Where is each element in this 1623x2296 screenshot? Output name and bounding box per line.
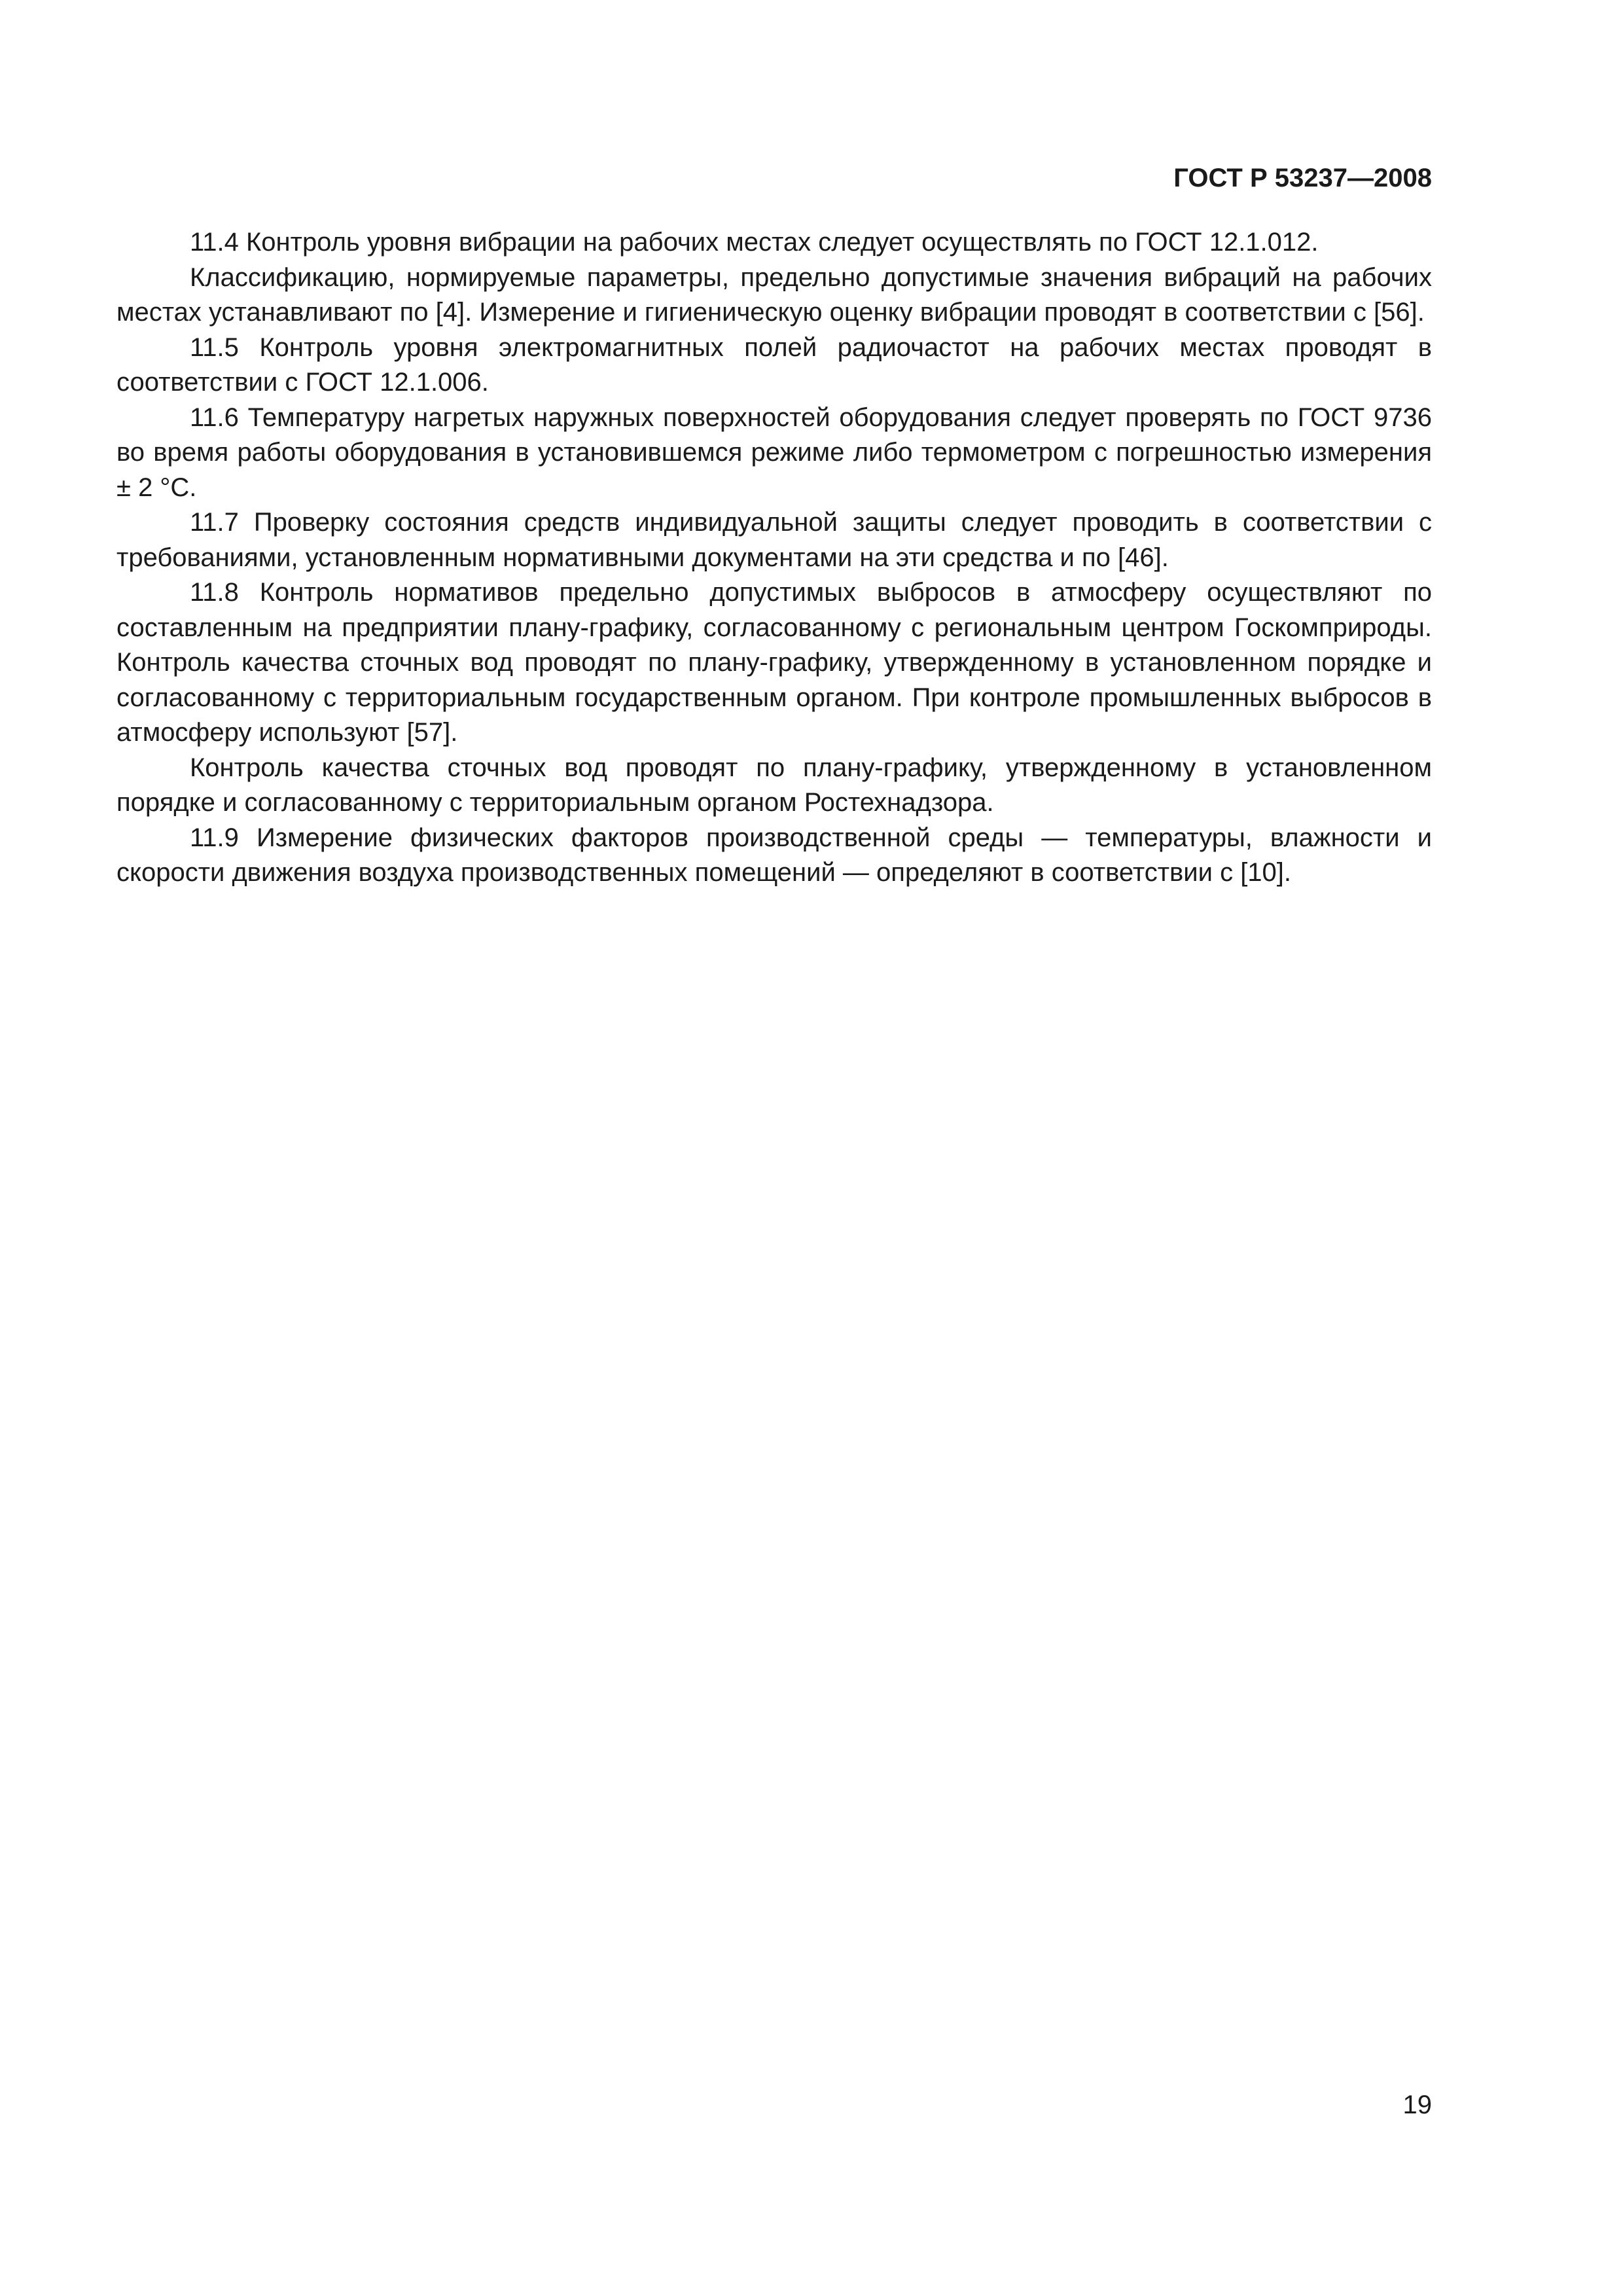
- document-body: [116, 225, 1432, 891]
- paragraph-11-7: 11.7 Проверку состояния средств индивидуальной защиты следует проводить в соответствии с требованиями, установленным нормативными документами на эти средства и по [46].: [116, 508, 1432, 572]
- paragraph-11-5: 11.5 Контроль уровня электромагнитных полей радиочастот на рабочих местах проводят в соответствии с ГОСТ 12.1.006.: [116, 332, 1432, 397]
- document-header-id: ГОСТ Р 53237—2008: [1173, 164, 1432, 192]
- paragraph-wastewater-control: Контроль качества сточных вод проводят по плану-графику, утвержденному в установленном порядке и согласованному с территориальным органом Ростехнадзора.: [116, 753, 1432, 817]
- paragraph-11-9: 11.9 Измерение физических факторов производственной среды — температуры, влажности и скорости движения воздуха производственных помещений — определяют в соответствии с [10].: [116, 823, 1432, 887]
- paragraph-11-4: 11.4 Контроль уровня вибрации на рабочих местах следует осуществлять по ГОСТ 12.1.012.: [190, 228, 1319, 257]
- paragraph-vibration-classification: Классификацию, нормируемые параметры, предельно допустимые значения вибраций на рабочих местах устанавливают по [4]. Измерение и гигиеническую оценку вибрации проводят в соответствии с [56].: [116, 262, 1432, 327]
- paragraph-11-8: 11.8 Контроль нормативов предельно допустимых выбросов в атмосферу осуществляют по составленным на предприятии плану-графику, согласованному с региональным центром Госкомприроды. Контроль качества сточных вод проводят по плану-графику, утвержденному в установленном порядке и согласованному с территориальным государственным органом. При контроле промышленных выбросов в атмосферу используют [57].: [116, 578, 1432, 747]
- paragraph-11-6: 11.6 Температуру нагретых наружных поверхностей оборудования следует проверять по ГОСТ 9736 во время работы оборудования в установившемся режиме либо термометром с погрешностью измерения ± 2 °С.: [116, 403, 1432, 502]
- page-number: 19: [1402, 2090, 1432, 2119]
